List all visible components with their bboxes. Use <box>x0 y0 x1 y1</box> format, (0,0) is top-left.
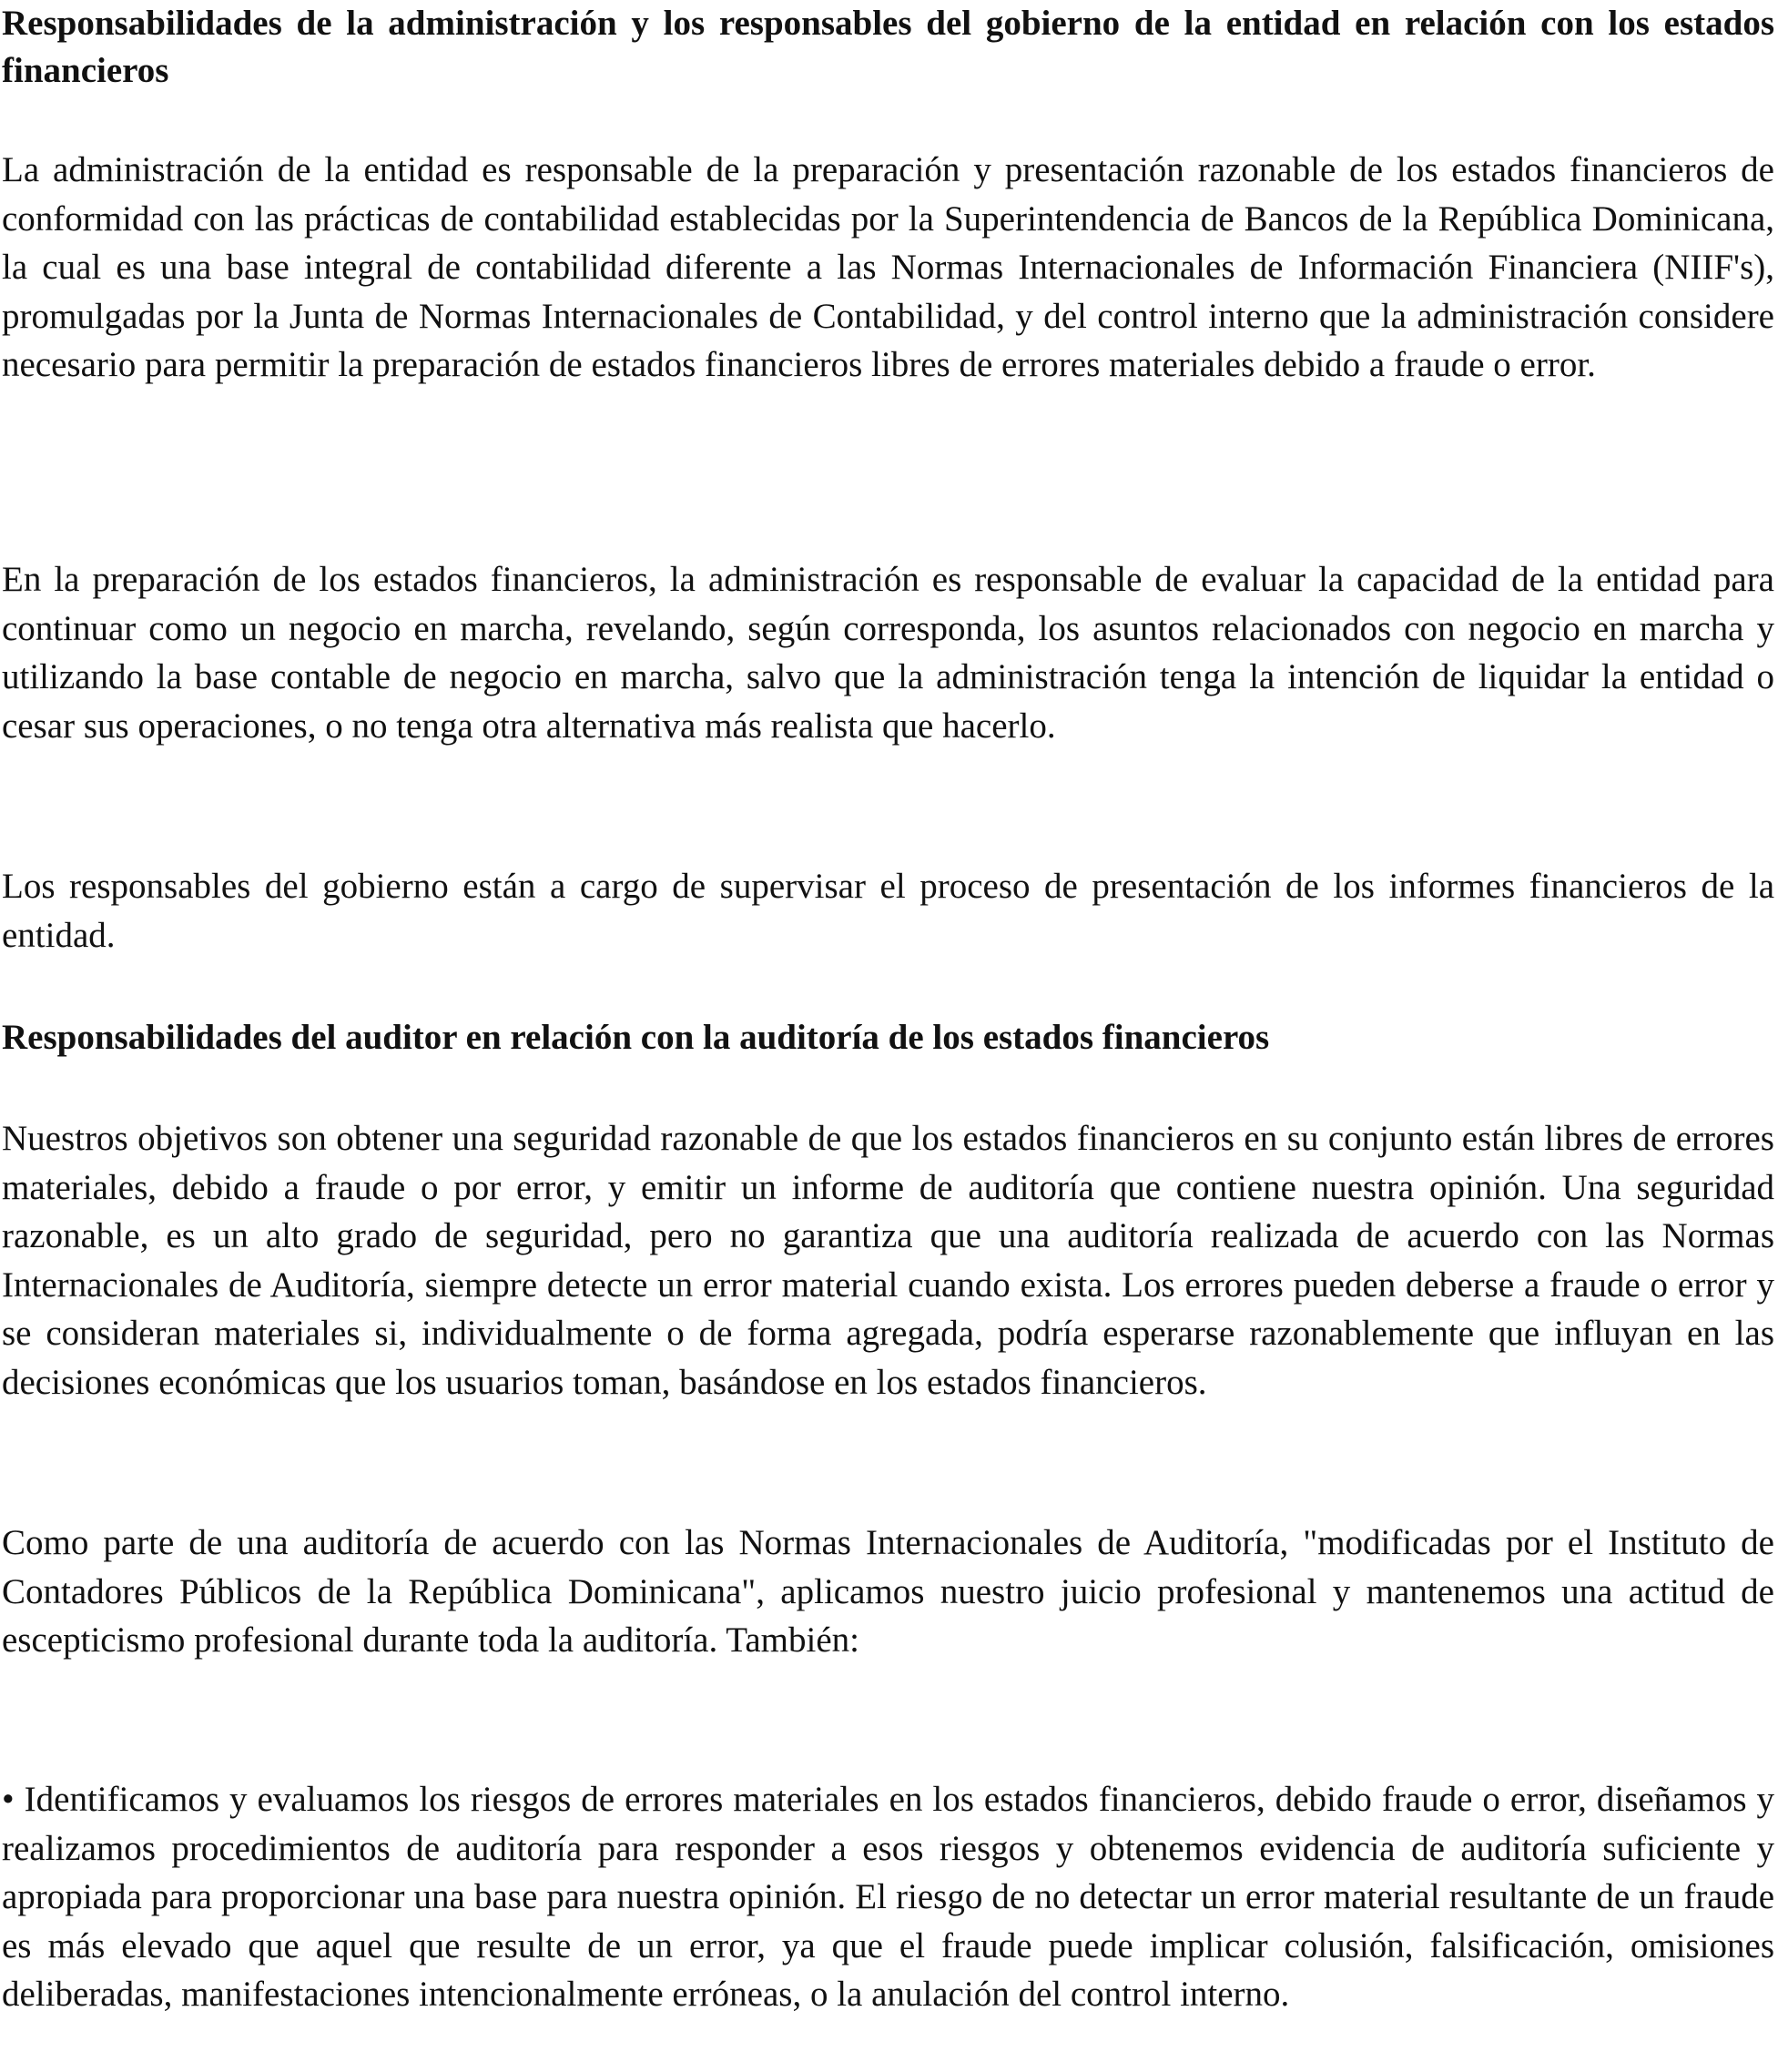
section-heading-management-responsibilities: Responsabilidades de la administración y los responsables del gobierno de la entidad en relación con los estados financieros <box>2 4 1774 90</box>
paragraph-governance-supervision: Los responsables del gobierno están a cargo de supervisar el proceso de presentación de los informes financieros de la entidad. <box>2 867 1774 955</box>
paragraph-audit-objectives: Nuestros objetivos son obtener una seguridad razonable de que los estados financieros en su conjunto están libres de errores materiales, debido a fraude o por error, y emitir un informe de auditoría que contiene nuestra opinión. Una seguridad razonable, es un alto grado de seguridad, pero no garantiza que una auditoría realizada de acuerdo con las Normas Internacionales de Auditoría, siempre detecte un error material cuando exista. Los errores pueden deberse a fraude o error y se consideran materiales si, individualmente o de forma agregada, podría esperarse razonablemente que influyan en las decisiones económicas que los usuarios toman, basándose en los estados financieros. <box>2 1119 1774 1402</box>
list-item-risk-identification: • Identificamos y evaluamos los riesgos de errores materiales en los estados financieros, debido fraude o error, diseñamos y realizamos procedimientos de auditoría para responder a esos riesgos y obtenemos evidencia de auditoría suficiente y apropiada para proporcionar una base para nuestra opinión. El riesgo de no detectar un error material resultante de un fraude es más elevado que aquel que resulte de un error, ya que el fraude puede implicar colusión, falsificación, omisiones deliberadas, manifestaciones intencionalmente erróneas, o la anulación del control interno. <box>2 1780 1774 2014</box>
paragraph-management-preparation: La administración de la entidad es responsable de la preparación y presentación razonable de los estados financieros de conformidad con las prácticas de contabilidad establecidas por la Superintendencia de Bancos de la República Dominicana, la cual es una base integral de contabilidad diferente a las Normas Internacionales de Información Financiera (NIIF's), promulgadas por la Junta de Normas Internacionales de Contabilidad, y del control interno que la administración considere necesario para permitir la preparación de estados financieros libres de errores materiales debido a fraude o error. <box>2 150 1774 384</box>
section-heading-auditor-responsibilities: Responsabilidades del auditor en relación con la auditoría de los estados financieros <box>2 1018 1270 1057</box>
paragraph-audit-judgment: Como parte de una auditoría de acuerdo con las Normas Internacionales de Auditoría, "modificadas por el Instituto de Contadores Públicos de la República Dominicana", aplicamos nuestro juicio profesional y mantenemos una actitud de escepticismo profesional durante toda la auditoría. También: <box>2 1523 1774 1660</box>
paragraph-going-concern: En la preparación de los estados financieros, la administración es responsable de evaluar la capacidad de la entidad para continuar como un negocio en marcha, revelando, según corresponda, los asuntos relacionados con negocio en marcha y utilizando la base contable de negocio en marcha, salvo que la administración tenga la intención de liquidar la entidad o cesar sus operaciones, o no tenga otra alternativa más realista que hacerlo. <box>2 560 1774 746</box>
